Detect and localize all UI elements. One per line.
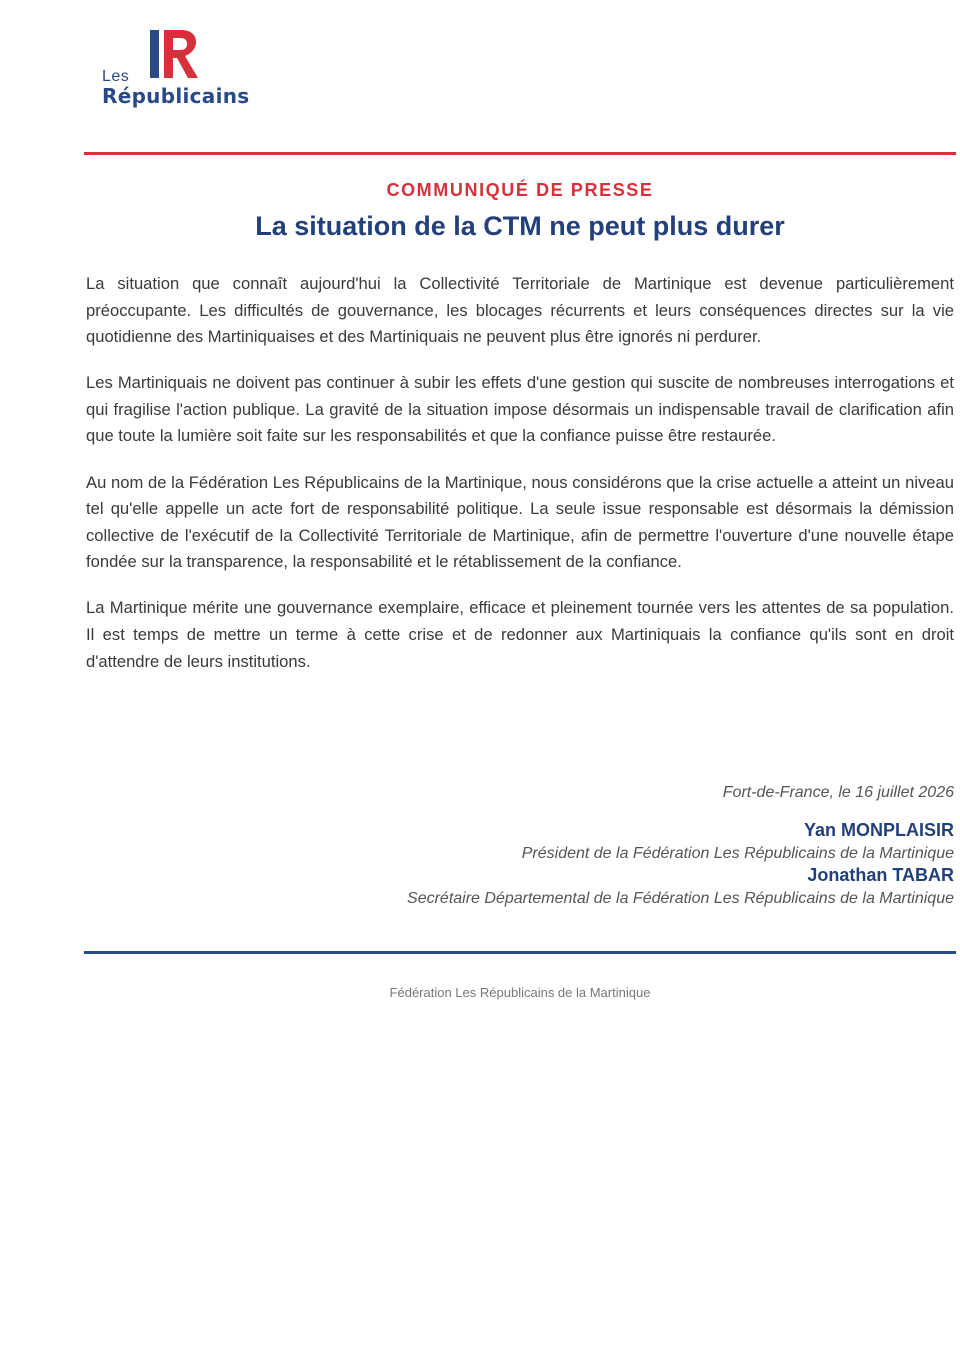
signatory-1-role: Président de la Fédération Les Républicains de la Martinique bbox=[521, 845, 954, 862]
body-paragraph-3: Au nom de la Fédération Les Républicains de la Martinique, nous considérons que la crise actuelle a atteint un niveau tel qu'elle appelle un acte fort de responsabilité politique. La seule issue responsable est désormais la démission collective de l'exécutif de la Collectivité Territoriale de Martinique, afin de permettre l'ouverture d'une nouvelle étape fondée sur la transparence, la responsabilité et le rétablissement de la confiance. bbox=[86, 472, 954, 572]
press-release-kicker: COMMUNIQUÉ DE PRESSE bbox=[386, 180, 654, 200]
press-release-body bbox=[86, 271, 954, 695]
signatory-1-name: Yan MONPLAISIR bbox=[803, 820, 954, 840]
dateline: Fort-de-France, le 16 juillet 2026 bbox=[722, 784, 954, 801]
header-divider-red bbox=[84, 152, 956, 155]
logo-text-republicains: Républicains bbox=[102, 84, 250, 108]
logo-text-les: Les bbox=[102, 68, 130, 85]
footer-organization: Fédération Les Républicains de la Martinique bbox=[389, 985, 651, 1000]
body-paragraph-2: Les Martiniquais ne doivent pas continuer à subir les effets d'une gestion qui suscite de nombreuses interrogations et qui fragilise l'action publique. La gravité de la situation impose désormais un indispensable travail de clarification afin que toute la lumière soit faite sur les responsabilités et que la confiance puisse être restaurée. bbox=[86, 373, 954, 446]
lr-monogram-icon bbox=[148, 26, 200, 80]
press-release-title: La situation de la CTM ne peut plus durer bbox=[255, 211, 785, 241]
signatory-2-name: Jonathan TABAR bbox=[807, 865, 954, 885]
body-paragraph-1: La situation que connaît aujourd'hui la Collectivité Territoriale de Martinique est devenue particulièrement préoccupante. Les difficultés de gouvernance, les blocages récurrents et leurs conséquences directes sur la vie quotidienne des Martiniquaises et des Martiniquais ne peuvent plus être ignorés ni perdurer. bbox=[86, 274, 954, 347]
footer-divider-blue bbox=[84, 951, 956, 954]
body-paragraph-4: La Martinique mérite une gouvernance exemplaire, efficace et pleinement tournée vers les attentes de sa population. Il est temps de mettre un terme à cette crise et de redonner aux Martiniquais la confiance qu'ils sont en droit d'attendre de leurs institutions. bbox=[86, 598, 954, 671]
signatory-2-role: Secrétaire Départemental de la Fédération Les Républicains de la Martinique bbox=[407, 890, 954, 907]
party-logo bbox=[98, 24, 258, 114]
